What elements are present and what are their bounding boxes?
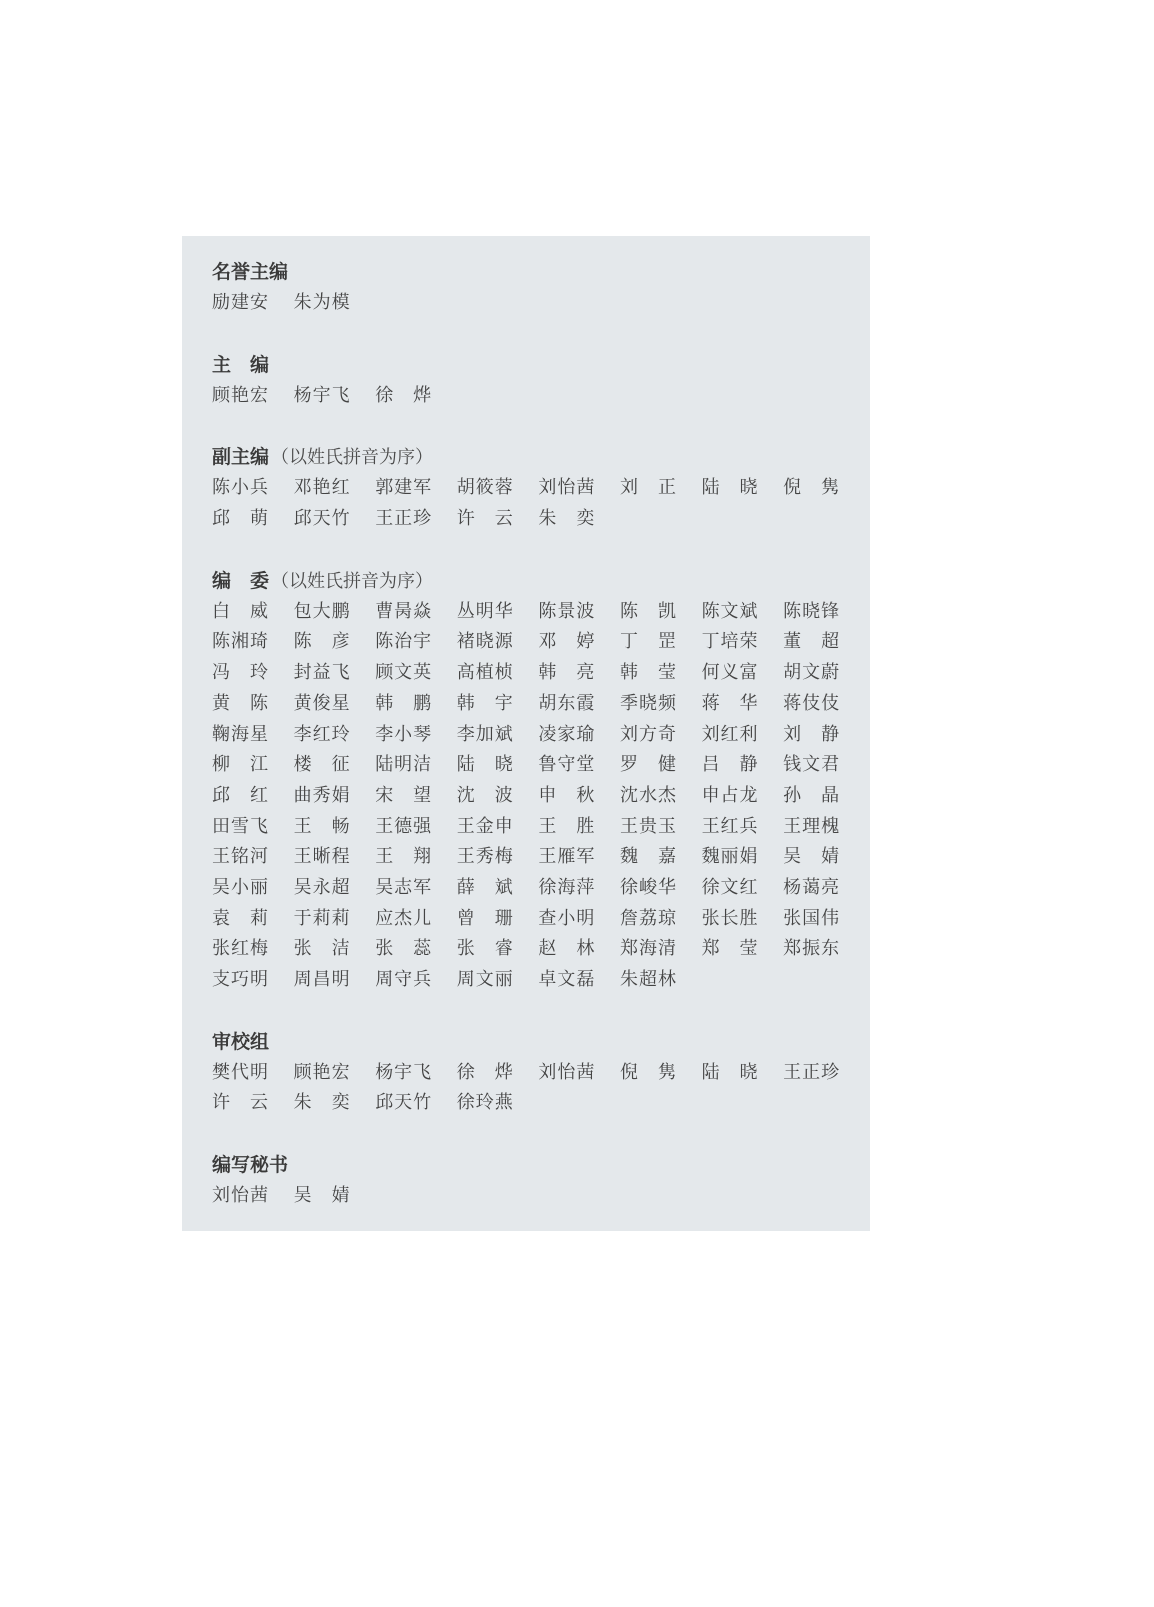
person-name: 刘 正 [619,477,677,499]
person-name: 邱 萌 [212,508,269,530]
name-list [212,288,868,319]
person-name: 楼 征 [293,754,351,776]
person-name: 刘方奇 [619,723,677,745]
person-name: 丛明华 [456,600,514,622]
person-name: 胡东霞 [538,692,596,714]
person-name: 杨宇飞 [293,384,351,406]
person-name: 陈景波 [538,600,596,622]
person-name: 倪 隽 [619,1061,677,1083]
person-name: 王金申 [456,815,514,837]
section-title: 编 委 [212,569,270,592]
person-name: 刘红利 [701,723,759,745]
person-name: 丁 罡 [619,631,677,653]
person-name: 王贵玉 [619,815,677,837]
person-name: 陈湘琦 [212,631,269,653]
person-name: 申 秋 [538,784,596,806]
credits-section [212,441,870,534]
person-name: 张 蕊 [375,938,433,960]
name-list [212,1058,868,1119]
editorial-board-panel [182,236,870,1231]
person-name: 申占龙 [701,784,759,806]
section-heading [212,565,870,597]
section-title: 审校组 [212,1030,270,1053]
person-name: 王 胜 [538,815,596,837]
person-name: 鞠海星 [212,723,269,745]
person-name: 张国伟 [783,907,841,929]
person-name: 邓 婷 [538,631,596,653]
person-name: 陈治宇 [375,631,433,653]
person-name: 李小琴 [375,723,433,745]
name-list [212,597,868,996]
person-name: 查小明 [538,907,596,929]
person-name: 柳 江 [212,754,269,776]
person-name: 周昌明 [293,969,351,990]
person-name: 张 洁 [293,938,351,960]
person-name: 樊代明 [212,1061,269,1083]
person-name: 吕 静 [701,754,759,776]
person-name: 徐文红 [701,876,759,898]
person-name: 白 威 [212,600,269,622]
person-name: 励建安 [212,292,269,313]
person-name: 魏 嘉 [619,846,677,868]
person-name: 陆明洁 [375,754,433,776]
person-name: 田雪飞 [212,815,269,837]
person-name: 沈 波 [456,784,514,806]
section-heading [212,1149,870,1181]
person-name: 周守兵 [375,969,433,990]
person-name: 王理槐 [783,815,841,837]
person-name: 杨蔼亮 [783,876,841,898]
person-name: 宋 望 [375,784,433,806]
person-name: 韩 亮 [538,662,596,684]
person-name: 王正珍 [783,1061,841,1083]
name-list [212,381,868,412]
person-name: 郑 莹 [701,938,759,960]
person-name: 邓艳红 [293,477,351,499]
person-name: 王红兵 [701,815,759,837]
person-name: 邱天竹 [293,508,351,530]
person-name: 王德强 [375,815,433,837]
person-name: 沈水杰 [619,784,677,806]
person-name: 何义富 [701,662,759,684]
person-name: 王晰程 [293,846,351,868]
person-name: 吴志军 [375,876,433,898]
person-name: 包大鹏 [293,600,351,622]
person-name: 赵 林 [538,938,596,960]
person-name: 许 云 [456,508,514,530]
credits-section [212,565,870,996]
person-name: 张红梅 [212,938,269,960]
section-title: 编写秘书 [212,1154,289,1177]
person-name: 詹荔琼 [619,907,677,929]
name-list [212,1181,868,1212]
person-name: 陈晓锋 [783,600,841,622]
person-name: 陈文斌 [701,600,759,622]
person-name: 吴永超 [293,876,351,898]
credits-section [212,1149,870,1212]
section-note: （以姓氏拼音为序） [271,570,434,592]
person-name: 吴 婧 [293,1185,351,1207]
person-name: 王雁军 [538,846,596,868]
person-name: 陈 凯 [619,600,677,622]
person-name: 顾艳宏 [212,384,269,406]
person-name: 陆 晓 [456,754,514,776]
person-name: 董 超 [783,631,841,653]
person-name: 郑海清 [619,938,677,960]
section-heading [212,441,870,473]
person-name: 应杰儿 [375,907,433,929]
person-name: 徐 烨 [375,384,433,406]
person-name: 封益飞 [293,662,351,684]
person-name: 徐峻华 [619,876,677,898]
section-title: 名誉主编 [212,261,289,283]
person-name: 韩 鹏 [375,692,433,714]
person-name: 徐 烨 [456,1061,514,1083]
person-name: 鲁守堂 [538,754,596,776]
person-name: 刘 静 [783,723,841,745]
person-name: 顾艳宏 [293,1061,351,1083]
credits-section [212,1026,870,1119]
person-name: 杨宇飞 [375,1061,433,1083]
person-name: 冯 玲 [212,662,269,684]
person-name: 郭建军 [375,477,433,499]
person-name: 王 翔 [375,846,433,868]
person-name: 刘怡茜 [538,477,596,499]
person-name: 王正珍 [375,508,433,530]
person-name: 王 畅 [293,815,351,837]
person-name: 钱文君 [783,754,841,776]
person-name: 邱天竹 [375,1092,433,1114]
person-name: 薛 斌 [456,876,514,898]
name-list [212,473,868,534]
person-name: 魏丽娟 [701,846,759,868]
person-name: 陈 彦 [293,631,351,653]
person-name: 郑振东 [783,938,841,960]
person-name: 倪 隽 [783,477,841,499]
person-name: 孙 晶 [783,784,841,806]
person-name: 陆 晓 [701,1061,759,1083]
section-title: 主 编 [212,353,270,376]
person-name: 吴小丽 [212,876,269,898]
person-name: 蒋 华 [701,692,759,714]
section-heading [212,256,870,288]
person-name: 陈小兵 [212,477,269,499]
credits-section [212,256,870,319]
person-name: 徐玲燕 [456,1092,514,1114]
person-name: 韩 莹 [619,662,677,684]
person-name: 曲秀娟 [293,784,351,806]
person-name: 周文丽 [456,969,514,990]
person-name: 胡文蔚 [783,662,841,684]
person-name: 高植桢 [456,662,514,684]
person-name: 于莉莉 [293,907,351,929]
person-name: 顾文英 [375,662,433,684]
person-name: 陆 晓 [701,477,759,499]
person-name: 王秀梅 [456,846,514,868]
person-name: 凌家瑜 [538,723,596,745]
person-name: 朱 奕 [293,1092,351,1114]
person-name: 丁培荣 [701,631,759,653]
person-name: 朱 奕 [538,508,596,530]
person-name: 支巧明 [212,969,269,990]
person-name: 黄 陈 [212,692,269,714]
person-name: 刘怡茜 [212,1185,269,1207]
credits-section [212,349,870,412]
person-name: 卓文磊 [538,969,596,990]
person-name: 李加斌 [456,723,514,745]
person-name: 胡筱蓉 [456,477,514,499]
person-name: 刘怡茜 [538,1061,596,1083]
person-name: 褚晓源 [456,631,514,653]
person-name: 曾 珊 [456,907,514,929]
section-title: 副主编 [212,446,270,469]
person-name: 蒋伎伎 [783,692,841,714]
person-name: 吴 婧 [783,846,841,868]
section-heading [212,349,870,381]
person-name: 袁 莉 [212,907,269,929]
person-name: 韩 宇 [456,692,514,714]
person-name: 张 睿 [456,938,514,960]
person-name: 季晓频 [619,692,677,714]
person-name: 王铭河 [212,846,269,868]
person-name: 许 云 [212,1092,269,1114]
person-name: 张长胜 [701,907,759,929]
person-name: 曹昺焱 [375,600,433,622]
person-name: 黄俊星 [293,692,351,714]
person-name: 朱为模 [293,292,351,313]
section-note: （以姓氏拼音为序） [271,447,434,469]
person-name: 李红玲 [293,723,351,745]
person-name: 徐海萍 [538,876,596,898]
person-name: 罗 健 [619,754,677,776]
person-name: 朱超林 [619,969,677,990]
section-heading [212,1026,870,1058]
person-name: 邱 红 [212,784,269,806]
